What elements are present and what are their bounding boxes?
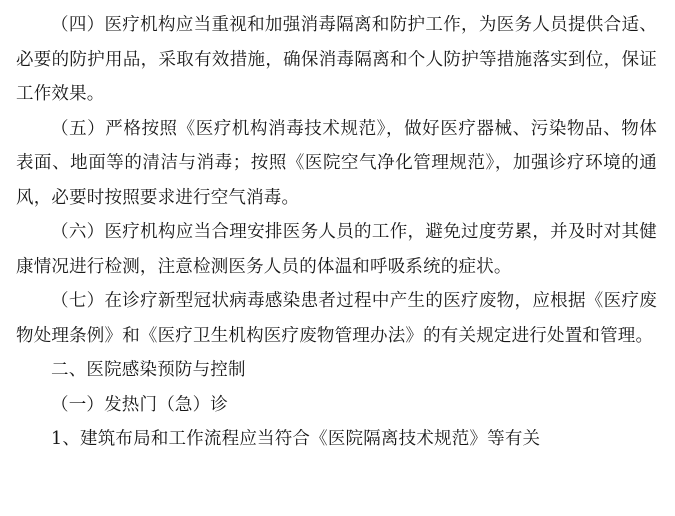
paragraph-six: （六）医疗机构应当合理安排医务人员的工作，避免过度劳累，并及时对其健康情况进行检测，注意检测医务人员的体温和呼吸系统的症状。 <box>16 222 657 277</box>
paragraph-four: （四）医疗机构应当重视和加强消毒隔离和防护工作，为医务人员提供合适、必要的防护用品，采取有效措施，确保消毒隔离和个人防护等措施落实到位，保证工作效果。 <box>16 15 657 104</box>
paragraph-five: （五）严格按照《医疗机构消毒技术规范》，做好医疗器械、污染物品、物体表面、地面等的清洁与消毒；按照《医院空气净化管理规范》，加强诊疗环境的通风，必要时按照要求进行空气消毒。 <box>16 118 657 208</box>
paragraph-seven: （七）在诊疗新型冠状病毒感染患者过程中产生的医疗废物，应根据《医疗废物处理条例》和《医疗卫生机构医疗废物管理办法》的有关规定进行处置和管理。 <box>16 291 657 346</box>
subsection-heading-one: （一）发热门（急）诊 <box>51 394 228 415</box>
section-heading-two: 二、医院感染预防与控制 <box>51 360 246 380</box>
list-item-one: 1、建筑布局和工作流程应当符合《医院隔离技术规范》等有关 <box>51 429 541 449</box>
